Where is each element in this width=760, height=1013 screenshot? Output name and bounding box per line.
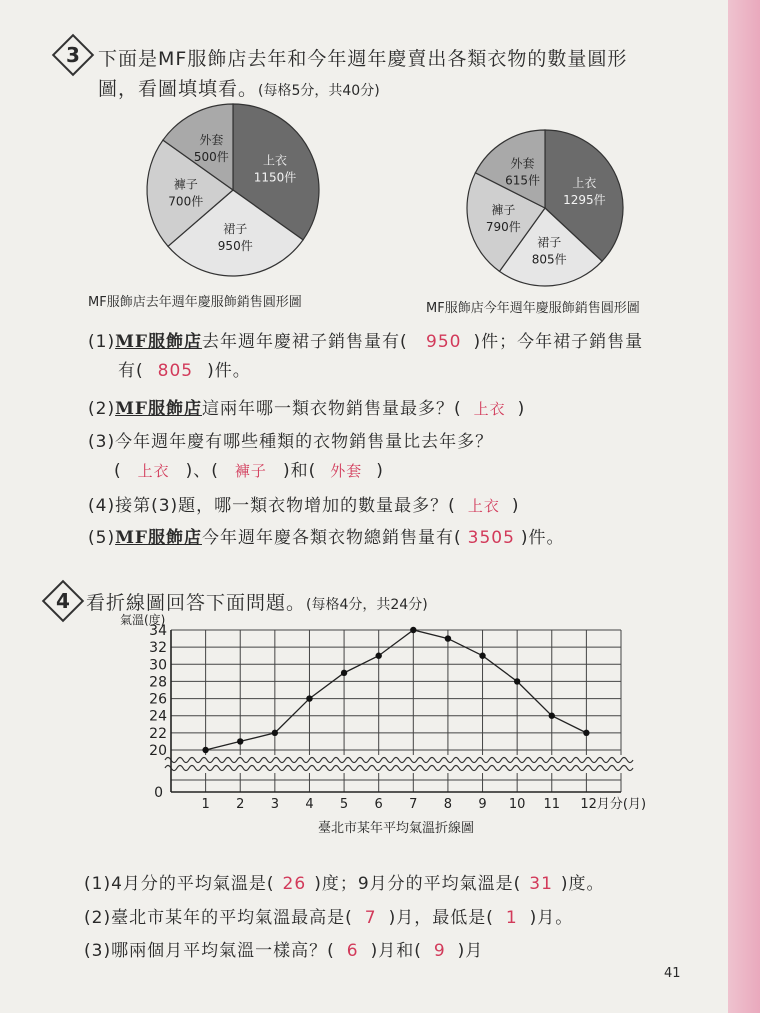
x-tick-label: 1 — [201, 797, 210, 812]
q3-item-4-answer: 上衣 — [467, 497, 500, 515]
y-tick-label: 28 — [149, 674, 167, 691]
pink-page-edge — [728, 0, 760, 1013]
q3-item-4-prefix: (4) — [88, 496, 116, 516]
data-point — [514, 678, 520, 684]
q3-item-5 — [88, 523, 565, 548]
question-4-title: 看折線圖回答下面問題。 — [86, 592, 307, 614]
q3-item-1-cont-text: 有( — [118, 361, 144, 381]
chart-ylabel: 氣溫(度) — [120, 613, 166, 627]
q3-item-4-text: 接第(3)題，哪一類衣物增加的數量最多？( — [115, 496, 456, 516]
pie-this-slice-2-name: 褲子 — [491, 203, 516, 218]
q3-item-3-answer-2: 褲子 — [234, 462, 267, 480]
q4-item-1-prefix: (1) — [84, 874, 112, 894]
x-tick-label: 5 — [339, 797, 349, 812]
question-4-number: 4 — [56, 589, 70, 613]
question-3-line2 — [98, 74, 380, 101]
pie-chart-last-year — [138, 102, 328, 282]
q3-item-5-prefix: (5) — [88, 528, 116, 548]
x-tick-label: 9 — [478, 797, 487, 812]
pie-this-slice-0-name: 上衣 — [572, 175, 597, 190]
question-3-number: 3 — [66, 43, 80, 67]
q3-item-1-store: MF服飾店 — [115, 332, 202, 352]
q3-item-1-cont — [118, 356, 251, 381]
q3-item-2-prefix: (2) — [88, 399, 116, 419]
q3-item-3-answers — [114, 456, 384, 481]
x-tick-label: 11 — [543, 797, 561, 812]
pie-last-slice-1-name: 裙子 — [223, 222, 248, 237]
question-3-instruction: 圖，看圖填填看。 — [98, 78, 259, 100]
q3-item-1-answer-2: 805 — [157, 361, 194, 381]
q3-item-1-text: 去年週年慶裙子銷售量有( — [201, 332, 408, 352]
pie-last-slice-1-value: 950件 — [217, 239, 253, 254]
q4-item-1-answer-1: 26 — [282, 874, 307, 894]
pie-chart-this-year — [460, 128, 630, 293]
q3-item-5-store: MF服飾店 — [115, 528, 202, 548]
y-tick-label: 30 — [149, 657, 167, 674]
chart-title: 臺北市某年平均氣溫折線圖 — [317, 821, 475, 836]
data-point — [375, 653, 381, 659]
pie-last-year-caption: MF服飾店去年週年慶服飾銷售圓形圖 — [88, 295, 302, 310]
q4-item-2-answer-1: 7 — [364, 908, 377, 928]
q3-item-2-store: MF服飾店 — [115, 399, 202, 419]
data-point — [202, 747, 208, 753]
question-4-title-line — [86, 588, 428, 615]
q3-item-1-text-2: )件；今年裙子銷售量 — [473, 332, 644, 352]
y-tick-zero: 0 — [154, 785, 163, 801]
q4-item-3-text: 哪兩個月平均氣溫一樣高？( — [111, 941, 335, 961]
q3-item-2 — [88, 394, 525, 419]
pie-last-slice-2-value: 700件 — [168, 194, 204, 209]
q3-item-1 — [88, 327, 643, 352]
pie-this-year-caption: MF服飾店今年週年慶服飾銷售圓形圖 — [426, 301, 640, 316]
q4-item-1-text-2: )度；9月分的平均氣溫是( — [314, 874, 522, 894]
q3-item-3-answer-1: 上衣 — [137, 462, 170, 480]
q4-item-2-text: 臺北市某年的平均氣溫最高是( — [111, 908, 353, 928]
x-tick-label: 7 — [409, 797, 418, 812]
q4-item-1 — [84, 869, 605, 894]
x-tick-label: 6 — [374, 797, 383, 812]
temperature-line-chart — [120, 612, 680, 842]
q3-item-3-open: ( — [114, 461, 122, 481]
x-tick-label: 4 — [305, 797, 314, 812]
q4-item-2-end: )月。 — [529, 908, 574, 928]
pie-last-slice-3-value: 500件 — [193, 149, 229, 164]
y-tick-label: 20 — [149, 743, 167, 759]
q3-item-2-text: 這兩年哪一類衣物銷售量最多？( — [201, 399, 462, 419]
q3-item-1-cont-end: )件。 — [207, 361, 251, 381]
q4-item-1-text: 4月分的平均氣溫是( — [111, 874, 275, 894]
q3-item-3 — [88, 427, 493, 452]
y-tick-label: 32 — [149, 640, 167, 657]
x-tick-label: 12月分(月) — [580, 797, 647, 812]
q3-item-4-end: ) — [511, 496, 520, 516]
data-point — [479, 653, 485, 659]
question-4-score: (每格4分，共24分) — [306, 597, 428, 613]
y-tick-label: 34 — [149, 623, 167, 639]
q4-item-3-answer-1: 6 — [346, 941, 359, 961]
pie-last-slice-0-value: 1150件 — [253, 170, 297, 185]
data-point — [445, 635, 451, 641]
page-number: 41 — [664, 966, 681, 981]
q3-item-5-text: 今年週年慶各類衣物總銷售量有( — [201, 528, 462, 548]
q4-item-1-end: )度。 — [560, 874, 605, 894]
x-tick-label: 2 — [236, 797, 245, 812]
q3-item-2-end: ) — [517, 399, 526, 419]
q3-item-5-end: )件。 — [520, 528, 565, 548]
q3-item-3-prefix: (3) — [88, 432, 116, 452]
q4-item-3-prefix: (3) — [84, 941, 112, 961]
y-tick-label: 26 — [149, 691, 167, 708]
pie-last-slice-0-name: 上衣 — [263, 153, 288, 168]
q3-item-4 — [88, 491, 519, 516]
data-point — [549, 713, 555, 719]
q4-item-2-prefix: (2) — [84, 908, 112, 928]
pie-this-slice-3-name: 外套 — [510, 156, 535, 171]
y-tick-label: 24 — [149, 708, 167, 725]
pie-this-slice-2-value: 790件 — [485, 220, 521, 235]
pie-last-slice-2-name: 褲子 — [173, 177, 198, 192]
q4-item-3 — [84, 936, 483, 961]
q4-item-3-answer-2: 9 — [433, 941, 446, 961]
q4-item-2-answer-2: 1 — [505, 908, 518, 928]
q3-item-1-answer-1: 950 — [426, 332, 462, 352]
q4-item-2-text-2: )月，最低是( — [388, 908, 494, 928]
q3-item-2-answer: 上衣 — [473, 400, 506, 418]
x-tick-label: 8 — [443, 797, 453, 812]
y-tick-label: 22 — [149, 725, 167, 742]
q4-item-3-text-2: )月和( — [370, 941, 422, 961]
x-tick-label: 10 — [508, 797, 526, 812]
q3-item-3-sep-2: )和( — [282, 461, 317, 481]
q4-item-1-answer-2: 31 — [529, 874, 553, 894]
data-point — [237, 738, 243, 744]
q3-item-3-close: ) — [376, 461, 384, 481]
pie-this-slice-3-value: 615件 — [505, 173, 540, 188]
data-point — [306, 695, 312, 701]
data-point — [272, 730, 278, 736]
q4-item-3-end: )月 — [457, 941, 484, 961]
data-point — [410, 627, 416, 633]
question-3-score: (每格5分，共40分) — [258, 83, 380, 99]
q3-item-3-sep-1: )、( — [185, 461, 219, 481]
data-point — [583, 730, 589, 736]
pie-this-slice-1-value: 805件 — [531, 252, 567, 267]
temperature-line — [206, 630, 587, 750]
pie-last-slice-3-name: 外套 — [199, 132, 224, 147]
x-tick-label: 3 — [270, 797, 279, 812]
pie-this-slice-0-value: 1295件 — [563, 192, 606, 207]
q3-item-3-answer-3: 外套 — [330, 462, 363, 480]
data-point — [341, 670, 347, 676]
q3-item-3-text: 今年週年慶有哪些種類的衣物銷售量比去年多？ — [115, 432, 494, 452]
pie-this-slice-1-name: 裙子 — [537, 235, 562, 250]
q4-item-2 — [84, 903, 573, 928]
q3-item-5-answer: 3505 — [467, 528, 515, 548]
q3-item-1-prefix: (1) — [88, 332, 116, 352]
question-3-line1: 下面是MF服飾店去年和今年週年慶賣出各類衣物的數量圓形 — [98, 48, 628, 70]
